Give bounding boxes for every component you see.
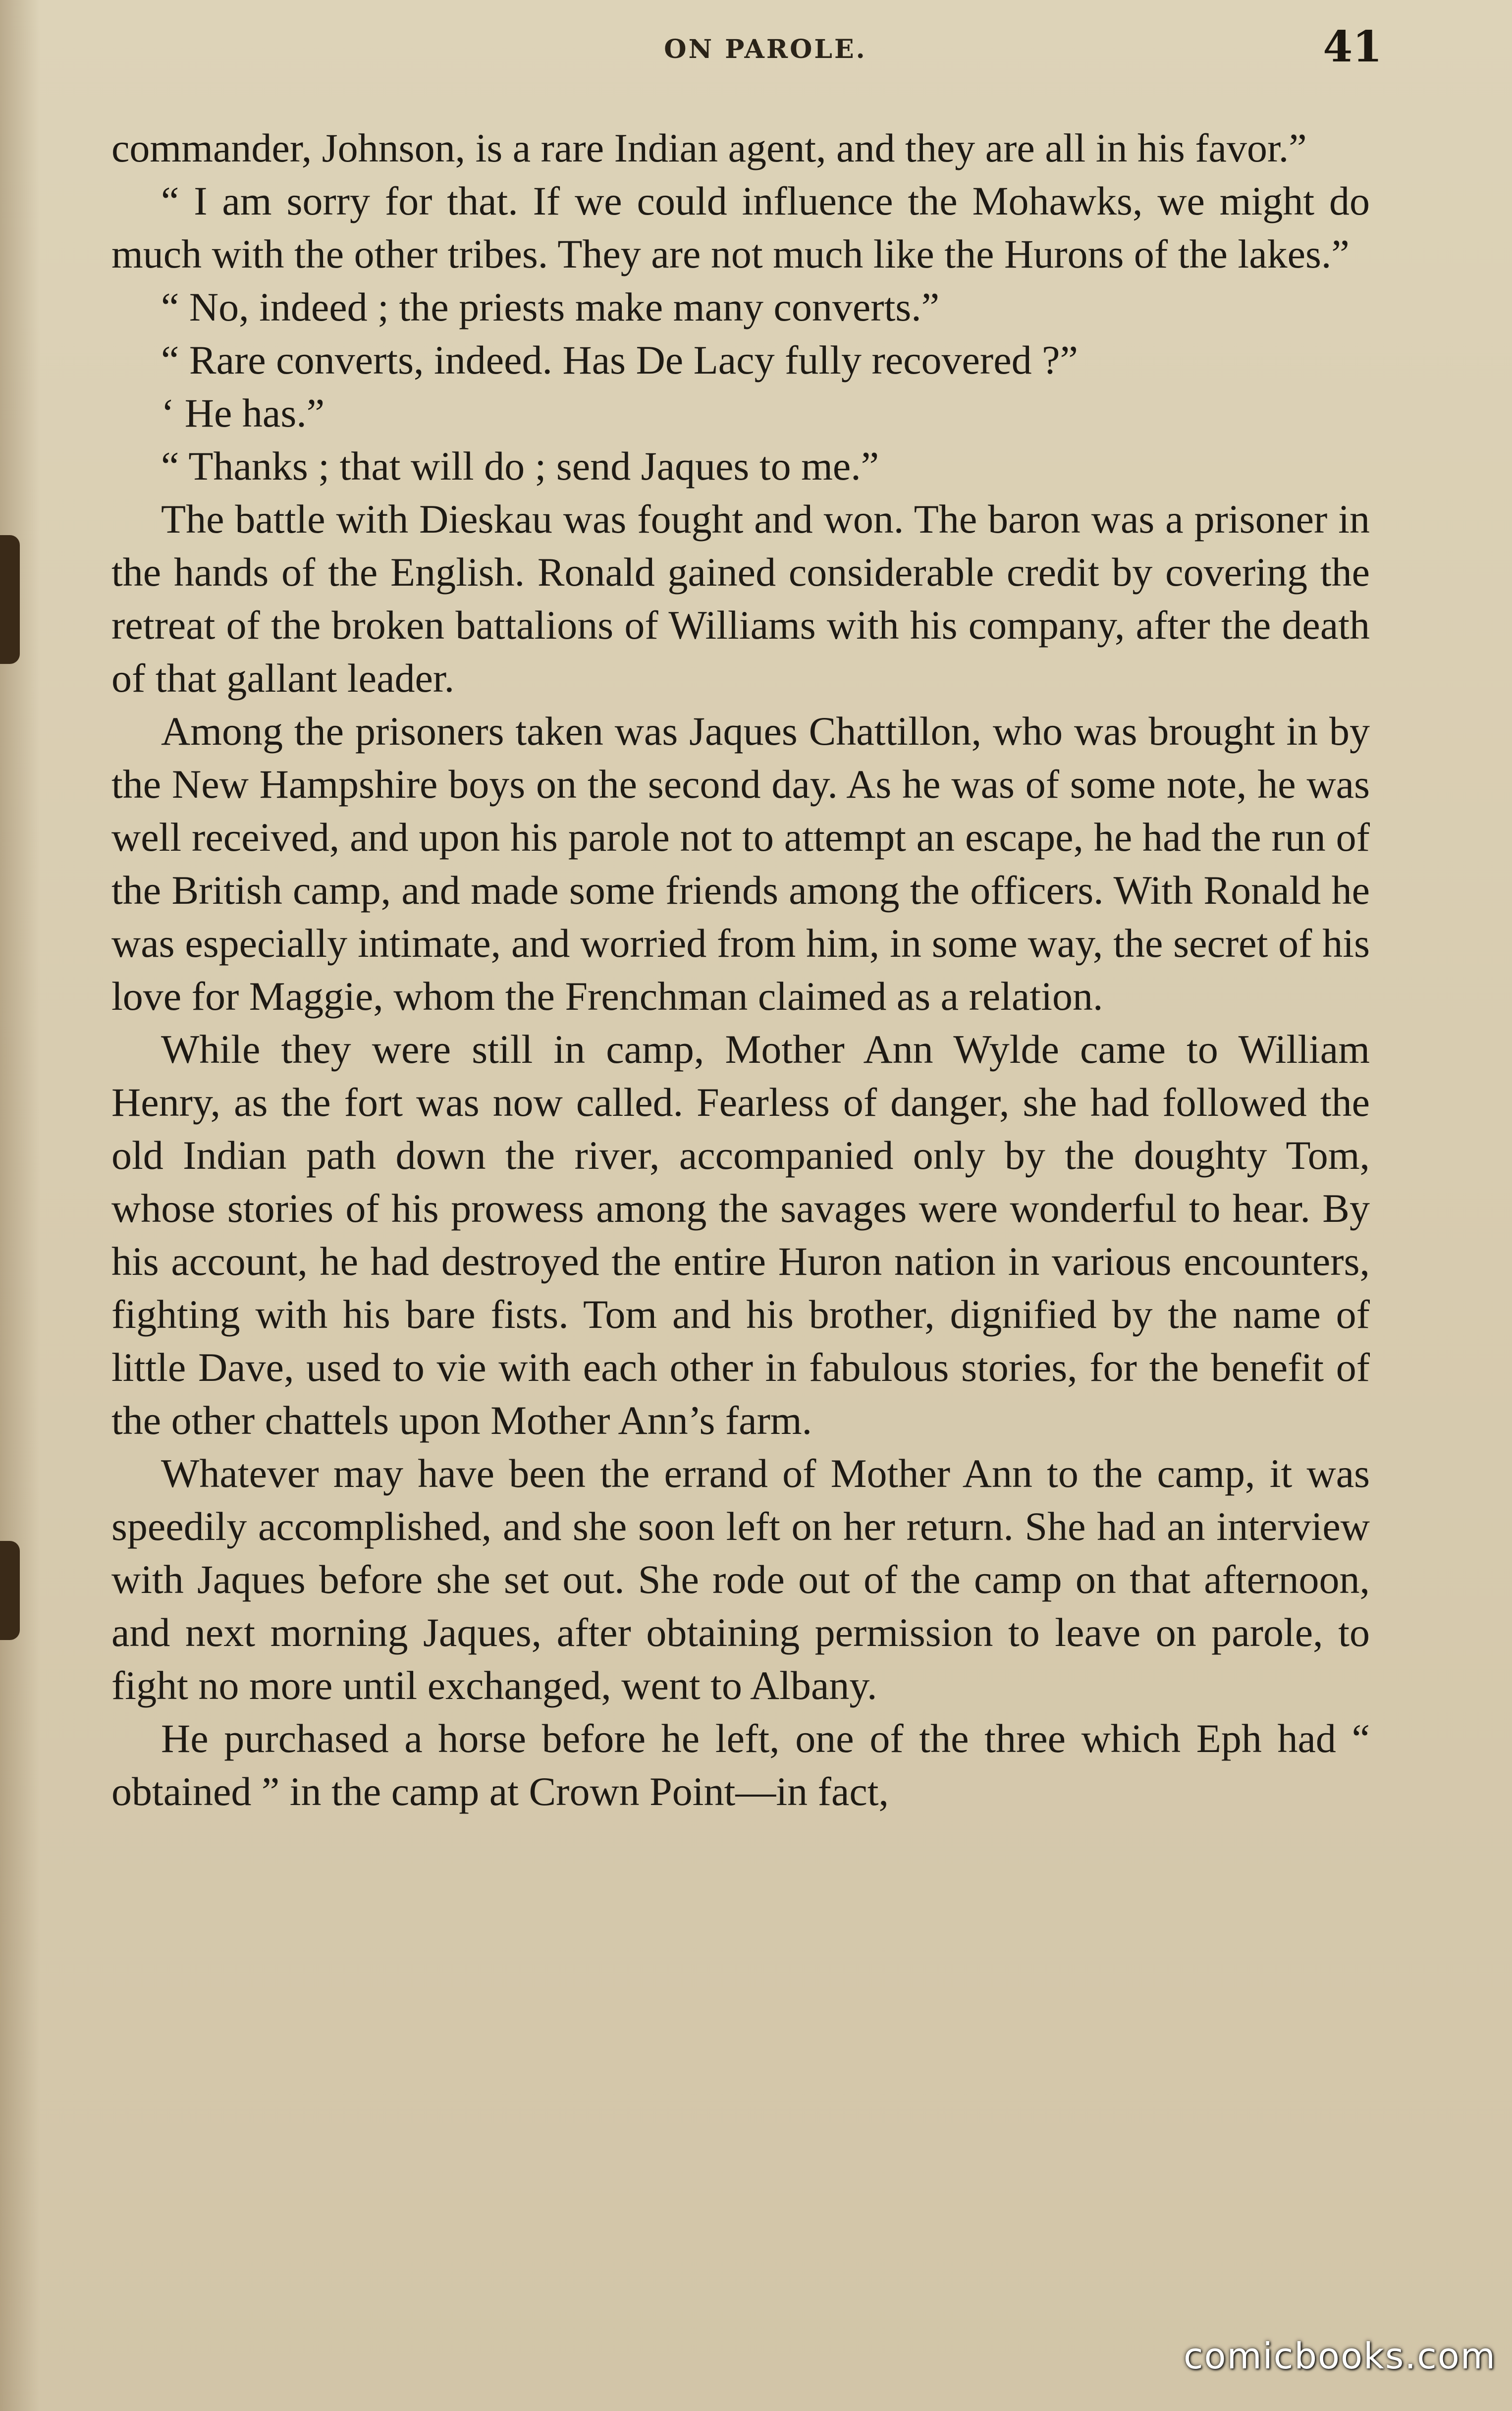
paragraph: He purchased a horse before he left, one of the three which Eph had “ obtained ” in the camp at Crown Point—in fact, — [111, 1716, 1370, 1814]
paragraph: Whatever may have been the errand of Mother Ann to the camp, it was speedily accomplished, and she soon left on her return. She had an interview with Jaques before she set out. She rode out of the camp on that afternoon, and next morning Jaques, after obtaining permission to leave on parole, to fight no more until exchanged, went to Albany. — [111, 1451, 1370, 1708]
paragraph: “ I am sorry for that. If we could influence the Mohawks, we might do much with the other tribes. They are not much like the Hurons of the lakes.” — [111, 178, 1370, 276]
page-body — [111, 121, 1370, 2252]
page-number: 41 — [1323, 22, 1382, 72]
paragraph: commander, Johnson, is a rare Indian agent, and they are all in his favor.” — [111, 125, 1307, 170]
paragraph: While they were still in camp, Mother Ann Wylde came to William Henry, as the fort was now called. Fearless of danger, she had followed the old Indian path down the river, accompanied only by the doughty Tom, whose stories of his prowess among the savages were wonderful to hear. By his account, he had destroyed the entire Huron nation in various encounters, fighting with his bare fists. Tom and his brother, dignified by the name of little Dave, used to vie with each other in fabulous stories, for the benefit of the other chattels upon Mother Ann’s farm. — [111, 1027, 1370, 1443]
paragraph: Among the prisoners taken was Jaques Chattillon, who was brought in by the New Hampshire boys on the second day. As he was of some note, he was well received, and upon his parole not to attempt an escape, he had the run of the British camp, and made some friends among the officers. With Ronald he was especially intimate, and worried from him, in some way, the secret of his love for Maggie, whom the Frenchman claimed as a relation. — [111, 709, 1370, 1019]
site-watermark: comicbooks.com — [1183, 2335, 1496, 2377]
page-edge-shadow — [0, 0, 40, 2411]
paragraph: “ Rare converts, indeed. Has De Lacy fully recovered ?” — [161, 337, 1078, 383]
paragraph: “ Thanks ; that will do ; send Jaques to me.” — [161, 443, 879, 489]
paragraph: “ No, indeed ; the priests make many converts.” — [161, 284, 940, 329]
binding-thread-mark — [0, 1541, 20, 1640]
binding-thread-mark — [0, 535, 20, 664]
paragraph: The battle with Dieskau was fought and won. The baron was a prisoner in the hands of the English. Ronald gained considerable credit by covering the retreat of the broken battalions of Williams with his company, after the death of that gallant leader. — [111, 496, 1370, 701]
running-head: ON PAROLE. — [664, 34, 867, 64]
paragraph: ‘ He has.” — [161, 390, 325, 436]
